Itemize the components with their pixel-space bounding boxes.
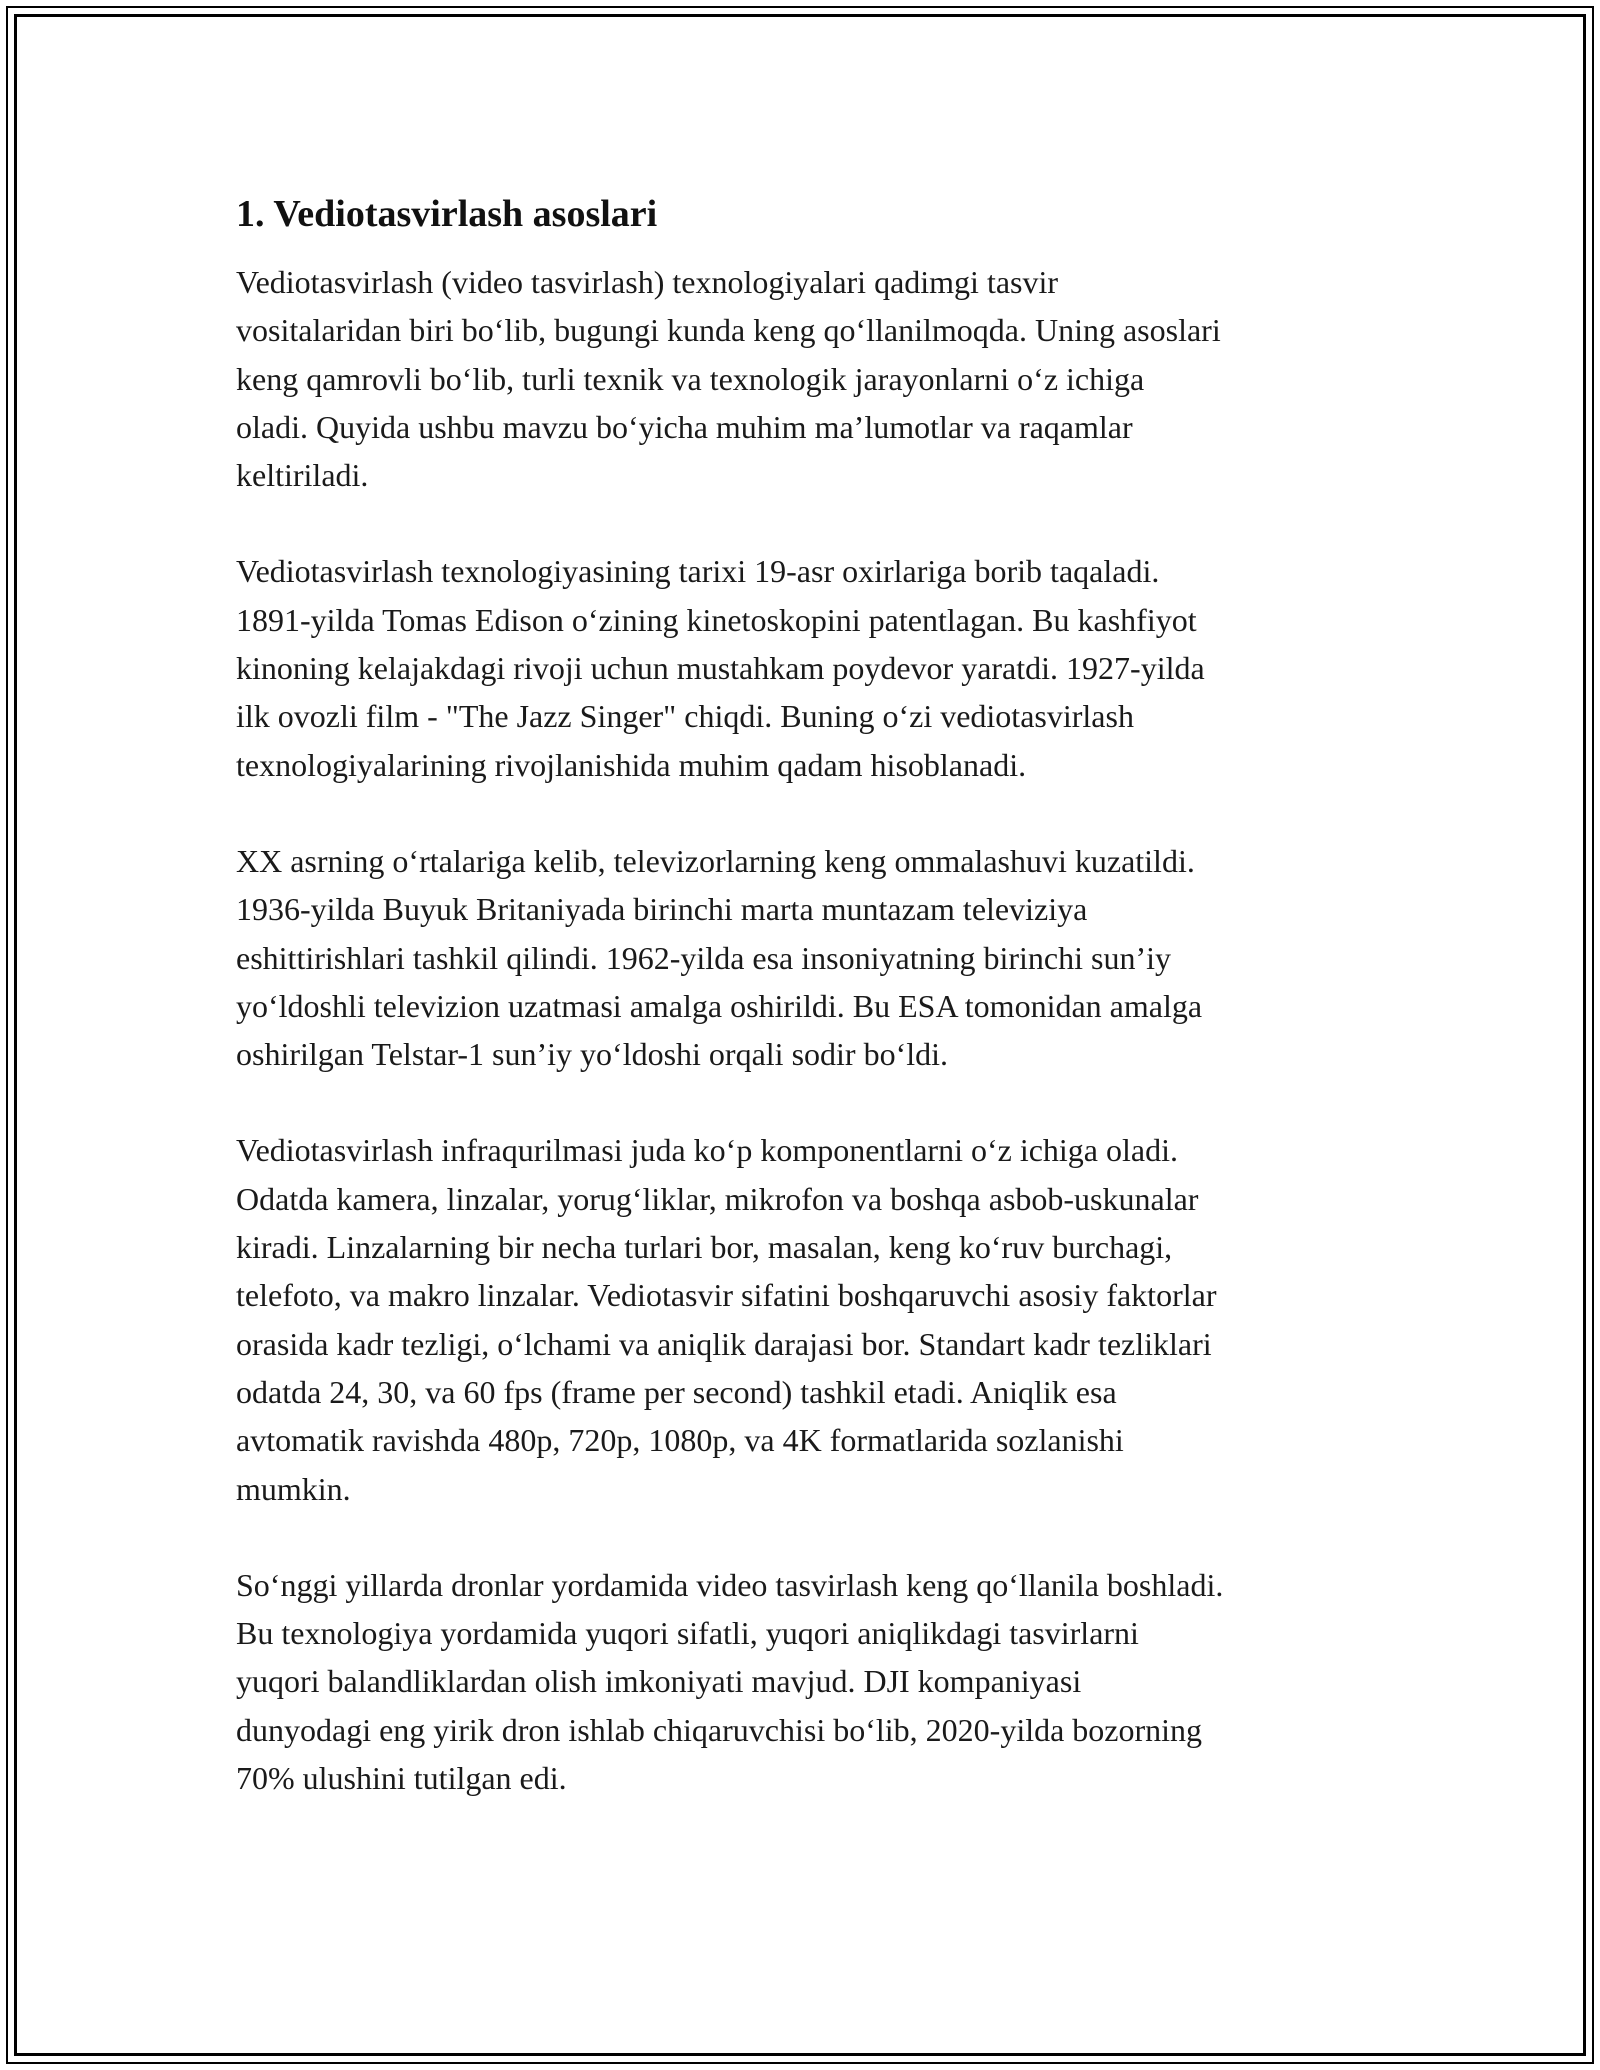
paragraph-intro: Vediotasvirlash (video tasvirlash) texnologiyalari qadimgi tasvir vositalaridan biri bo‘lib, bugungi kunda keng qo‘llanilmoqda. Uning asoslari keng qamrovli bo‘lib, turli texnik va texnologik jarayonlarni o‘z ichiga oladi. Quyida ushbu mavzu bo‘yicha muhim ma’lumotlar va raqamlar keltiriladi. xyxy=(236,264,1221,494)
paragraph-television: XX asrning o‘rtalariga kelib, televizorlarning keng ommalashuvi kuzatildi. 1936-yilda Buyuk Britaniyada birinchi marta muntazam televiziya eshittirishlari tashkil qilindi. 1962-yilda esa insoniyatning birinchi sun’iy yo‘ldoshli televizion uzatmasi amalga oshirildi. Bu ESA tomonidan amalga oshirilgan Telstar-1 sun’iy yo‘ldoshi orqali sodir bo‘ldi. xyxy=(236,842,1203,1073)
paragraph-history: Vediotasvirlash texnologiyasining tarixi 19-asr oxirlariga borib taqaladi. 1891-yilda Tomas Edison o‘zining kinetoskopini patentlagan. Bu kashfiyot kinoning kelajakdagi rivoji uchun mustahkam poydevor yaratdi. 1927-yilda ilk ovozli film - "The Jazz Singer" chiqdi. Buning o‘zi vediotasvirlash texnologiyalarining rivojlanishida muhim qadam hisoblanadi. xyxy=(236,553,1205,783)
section-heading: 1. Vediotasvirlash asoslari xyxy=(236,193,658,235)
paragraph-drones: So‘nggi yillarda dronlar yordamida video tasvirlash keng qo‘llanila boshladi. Bu texnologiya yordamida yuqori sifatli, yuqori aniqlikdagi tasvirlarni yuqori balandliklardan olish imkoniyati mavjud. DJI kompaniyasi dunyodagi eng yirik dron ishlab chiqaruvchisi bo‘lib, 2020-yilda bozorning 70% ulushini tutilgan edi. xyxy=(236,1566,1224,1797)
paragraph-infrastructure: Vediotasvirlash infraqurilmasi juda ko‘p komponentlarni o‘z ichiga oladi. Odatda kamera, linzalar, yorug‘liklar, mikrofon va boshqa asbob-uskunalar kiradi. Linzalarning bir necha turlari bor, masalan, keng ko‘ruv burchagi, telefoto, va makro linzalar. Vediotasvir sifatini boshqaruvchi asosiy faktorlar orasida kadr tezligi, o‘lchami va aniqlik darajasi bor. Standart kadr tezliklari odatda 24, 30, va 60 fps (frame per second) tashkil etadi. Aniqlik esa avtomatik ravishda 480p, 720p, 1080p, va 4K formatlarida sozlanishi mumkin. xyxy=(236,1132,1217,1507)
document-body xyxy=(236,186,1376,1850)
